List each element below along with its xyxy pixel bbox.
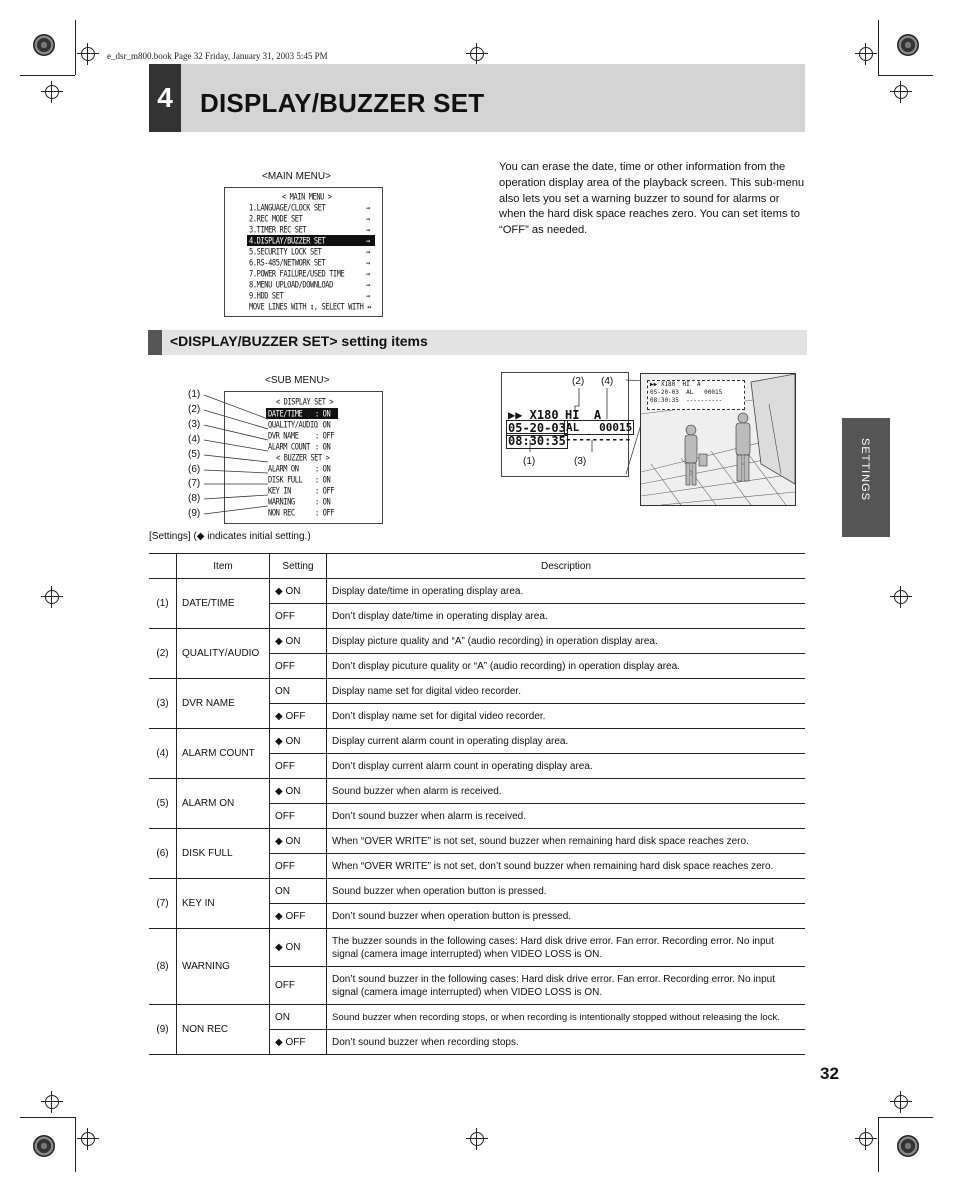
callout-number: (4) bbox=[188, 434, 201, 445]
row-description: Display current alarm count in operating display area. bbox=[327, 729, 806, 754]
callout-number: (3) bbox=[188, 419, 201, 430]
crop-line bbox=[20, 1117, 75, 1118]
row-number: (1) bbox=[149, 579, 177, 629]
submenu-item-non-rec: NON REC bbox=[268, 508, 295, 518]
submenu-heading: < DISPLAY SET > bbox=[276, 397, 334, 407]
row-description: Don’t display picuture quality or “A” (audio recording) in operation display area. bbox=[327, 654, 806, 679]
side-tab-settings bbox=[842, 418, 890, 537]
row-setting: ON bbox=[270, 1005, 327, 1030]
table-header-blank bbox=[149, 554, 177, 579]
submenu-item-warning: WARNING bbox=[268, 497, 295, 507]
crop-line bbox=[878, 1117, 933, 1118]
submenu-heading: < BUZZER SET > bbox=[276, 453, 330, 463]
row-description: Don’t sound buzzer when alarm is received. bbox=[327, 804, 806, 829]
menu-line: 9.HDD SET bbox=[249, 291, 284, 301]
row-description: Don’t sound buzzer when operation button is pressed. bbox=[327, 904, 806, 929]
submenu-value: : OFF bbox=[315, 486, 335, 496]
row-number: (7) bbox=[149, 879, 177, 929]
row-description: Display picture quality and “A” (audio recording) in operation display area. bbox=[327, 629, 806, 654]
zoomed-display-line: 08:30:35 ---------- bbox=[650, 397, 723, 404]
display-quality-audio: HI A bbox=[565, 408, 602, 422]
row-number: (2) bbox=[149, 629, 177, 679]
row-setting: ◆ ON bbox=[270, 729, 327, 754]
registration-mark bbox=[890, 81, 912, 103]
settings-caption: [Settings] (◆ indicates initial setting.) bbox=[149, 531, 311, 542]
row-setting: OFF bbox=[270, 604, 327, 629]
submenu-value: : ON bbox=[315, 464, 331, 474]
submenu-item-alarm-on: ALARM ON bbox=[268, 464, 299, 474]
row-setting: OFF bbox=[270, 967, 327, 1005]
menu-arrow: → bbox=[366, 291, 370, 301]
submenu-value: : OFF bbox=[315, 508, 335, 518]
registration-mark bbox=[890, 586, 912, 608]
table-row bbox=[149, 729, 805, 754]
crop-line bbox=[20, 75, 75, 76]
callout-number: (6) bbox=[188, 464, 201, 475]
row-number: (4) bbox=[149, 729, 177, 779]
row-description: Sound buzzer when operation button is pressed. bbox=[327, 879, 806, 904]
registration-mark bbox=[77, 43, 99, 65]
submenu-item-quality-audio: QUALITY/AUDIO bbox=[268, 420, 318, 430]
menu-line: 5.SECURITY LOCK SET bbox=[249, 247, 322, 257]
registration-mark bbox=[77, 1128, 99, 1150]
row-setting: OFF bbox=[270, 804, 327, 829]
row-description: When “OVER WRITE” is not set, don’t sound buzzer when remaining hard disk space reaches zero. bbox=[327, 854, 806, 879]
row-item: KEY IN bbox=[177, 879, 270, 929]
registration-disc-top-right bbox=[897, 34, 919, 56]
page-number: 32 bbox=[820, 1064, 839, 1083]
zoomed-display-line: 05-20-03 AL 00015 bbox=[650, 389, 723, 396]
callout-number: (4) bbox=[601, 376, 614, 387]
side-tab-label: SETTINGS bbox=[859, 438, 871, 502]
row-description: Sound buzzer when recording stops, or when recording is intentionally stopped without releasing the lock. bbox=[327, 1005, 806, 1030]
section-heading-marker bbox=[148, 330, 162, 355]
submenu-value: : ON bbox=[315, 497, 331, 507]
menu-line: 3.TIMER REC SET bbox=[249, 225, 307, 235]
crop-line bbox=[878, 20, 879, 75]
menu-line: 2.REC MODE SET bbox=[249, 214, 303, 224]
registration-mark bbox=[855, 43, 877, 65]
row-number: (5) bbox=[149, 779, 177, 829]
page-title: DISPLAY/BUZZER SET bbox=[200, 88, 485, 118]
table-row bbox=[149, 629, 805, 654]
intro-paragraph: You can erase the date, time or other information from the operation display area of the playback screen. This sub-menu also lets you set a warning buzzer to sound for alarms or when the hard disk space reaches zero. You can set items to “OFF” as needed. bbox=[499, 161, 805, 237]
row-setting: ◆ OFF bbox=[270, 704, 327, 729]
menu-arrow: → bbox=[366, 236, 370, 246]
row-setting: OFF bbox=[270, 654, 327, 679]
row-setting: ◆ ON bbox=[270, 829, 327, 854]
row-setting: ON bbox=[270, 679, 327, 704]
row-number: (3) bbox=[149, 679, 177, 729]
row-description: Sound buzzer when alarm is received. bbox=[327, 779, 806, 804]
registration-disc-top-left bbox=[33, 34, 55, 56]
registration-mark bbox=[466, 43, 488, 65]
crop-line bbox=[75, 20, 76, 75]
crop-line bbox=[878, 1117, 879, 1172]
table-header-item: Item bbox=[177, 554, 270, 579]
menu-line-selected: 4.DISPLAY/BUZZER SET bbox=[249, 236, 326, 246]
callout-number: (2) bbox=[572, 376, 585, 387]
row-item: ALARM ON bbox=[177, 779, 270, 829]
row-number: (9) bbox=[149, 1005, 177, 1055]
submenu-item-disk-full: DISK FULL bbox=[268, 475, 303, 485]
row-number: (6) bbox=[149, 829, 177, 879]
row-item: DISK FULL bbox=[177, 829, 270, 879]
settings-table bbox=[149, 553, 805, 1055]
row-item: NON REC bbox=[177, 1005, 270, 1055]
section-title: <DISPLAY/BUZZER SET> setting items bbox=[170, 333, 428, 349]
row-item: DATE/TIME bbox=[177, 579, 270, 629]
row-number: (8) bbox=[149, 929, 177, 1005]
sub-menu-caption: <SUB MENU> bbox=[265, 375, 330, 386]
row-description: Don’t display current alarm count in operating display area. bbox=[327, 754, 806, 779]
row-setting: ◆ ON bbox=[270, 929, 327, 967]
display-dvr-name: ---------- bbox=[565, 433, 632, 446]
callout-number: (5) bbox=[188, 449, 201, 460]
table-row bbox=[149, 779, 805, 804]
submenu-item-date-time: DATE/TIME bbox=[268, 409, 303, 419]
registration-mark bbox=[41, 1091, 63, 1113]
main-menu-caption: <MAIN MENU> bbox=[262, 171, 331, 182]
row-item: DVR NAME bbox=[177, 679, 270, 729]
submenu-value: : OFF bbox=[315, 431, 335, 441]
callout-number: (7) bbox=[188, 478, 201, 489]
row-item: QUALITY/AUDIO bbox=[177, 629, 270, 679]
row-item: ALARM COUNT bbox=[177, 729, 270, 779]
menu-help-line: MOVE LINES WITH ↕, SELECT WITH ↔ bbox=[249, 302, 372, 312]
zoomed-display-line: ▶▶ X180 HI A bbox=[650, 381, 701, 388]
row-setting: OFF bbox=[270, 854, 327, 879]
menu-arrow: → bbox=[366, 225, 370, 235]
row-description: Don’t display name set for digital video recorder. bbox=[327, 704, 806, 729]
row-description: Display date/time in operating display area. bbox=[327, 579, 806, 604]
row-setting: ON bbox=[270, 879, 327, 904]
submenu-value: : ON bbox=[315, 409, 331, 419]
registration-mark bbox=[855, 1128, 877, 1150]
display-date: 05-20-03 bbox=[508, 421, 566, 435]
table-row bbox=[149, 829, 805, 854]
menu-arrow: → bbox=[366, 214, 370, 224]
menu-arrow: → bbox=[366, 258, 370, 268]
menu-arrow: → bbox=[366, 280, 370, 290]
callout-number: (2) bbox=[188, 404, 201, 415]
callout-leader-lines bbox=[200, 390, 280, 520]
callout-number: (9) bbox=[188, 508, 201, 519]
registration-mark bbox=[890, 1091, 912, 1113]
registration-mark bbox=[41, 586, 63, 608]
row-setting: ◆ ON bbox=[270, 629, 327, 654]
menu-arrow: → bbox=[366, 247, 370, 257]
table-row bbox=[149, 879, 805, 904]
submenu-item-alarm-count: ALARM COUNT bbox=[268, 442, 310, 452]
crop-line bbox=[878, 75, 933, 76]
row-setting: OFF bbox=[270, 754, 327, 779]
table-row bbox=[149, 679, 805, 704]
submenu-item-dvr-name: DVR NAME bbox=[268, 431, 299, 441]
row-description: When “OVER WRITE” is not set, sound buzzer when remaining hard disk space reaches zero. bbox=[327, 829, 806, 854]
menu-line: 7.POWER FAILURE/USED TIME bbox=[249, 269, 345, 279]
crop-line bbox=[75, 1117, 76, 1172]
table-row bbox=[149, 1005, 805, 1030]
callout-number: (8) bbox=[188, 493, 201, 504]
callout-number: (1) bbox=[523, 456, 536, 467]
row-setting: ◆ OFF bbox=[270, 1030, 327, 1055]
menu-line: 1.LANGUAGE/CLOCK SET bbox=[249, 203, 326, 213]
row-description: Don’t sound buzzer in the following cases: Hard disk drive error. Fan error. Recording error. No input signal (camera image interrupted) when VIDEO LOSS is ON. bbox=[327, 967, 806, 1005]
menu-line: < MAIN MENU > bbox=[282, 192, 332, 202]
display-time: 08:30:35 bbox=[508, 434, 566, 448]
callout-number: (1) bbox=[188, 389, 201, 400]
main-menu-screen bbox=[224, 187, 383, 317]
menu-line: 6.RS-485/NETWORK SET bbox=[249, 258, 326, 268]
chapter-number: 4 bbox=[149, 64, 181, 132]
registration-disc-bottom-left bbox=[33, 1135, 55, 1157]
submenu-item-key-in: KEY IN bbox=[268, 486, 291, 496]
row-description: The buzzer sounds in the following cases: Hard disk drive error. Fan error. Recording error. No input signal (camera image interrupted) when VIDEO LOSS is ON. bbox=[327, 929, 806, 967]
display-alarm-count: AL 00015 bbox=[566, 421, 633, 434]
display-speed: ▶▶ X180 bbox=[508, 408, 559, 422]
row-description: Don’t sound buzzer when recording stops. bbox=[327, 1030, 806, 1055]
table-header-row bbox=[149, 554, 805, 579]
submenu-value: : ON bbox=[315, 420, 331, 430]
submenu-value: : ON bbox=[315, 475, 331, 485]
row-description: Don’t display date/time in operating display area. bbox=[327, 604, 806, 629]
registration-disc-bottom-right bbox=[897, 1135, 919, 1157]
row-item: WARNING bbox=[177, 929, 270, 1005]
book-info-line: e_dsr_m800.book Page 32 Friday, January 31, 2003 5:45 PM bbox=[107, 51, 328, 61]
menu-arrow: → bbox=[366, 269, 370, 279]
registration-mark bbox=[41, 81, 63, 103]
menu-line: 8.MENU UPLOAD/DOWNLOAD bbox=[249, 280, 333, 290]
menu-arrow: → bbox=[366, 203, 370, 213]
row-setting: ◆ OFF bbox=[270, 904, 327, 929]
row-setting: ◆ ON bbox=[270, 579, 327, 604]
row-setting: ◆ ON bbox=[270, 779, 327, 804]
callout-number: (3) bbox=[574, 456, 587, 467]
submenu-value: : ON bbox=[315, 442, 331, 452]
registration-mark bbox=[466, 1128, 488, 1150]
table-row bbox=[149, 579, 805, 604]
table-header-setting: Setting bbox=[270, 554, 327, 579]
row-description: Display name set for digital video recorder. bbox=[327, 679, 806, 704]
table-row bbox=[149, 929, 805, 967]
table-header-description: Description bbox=[327, 554, 806, 579]
